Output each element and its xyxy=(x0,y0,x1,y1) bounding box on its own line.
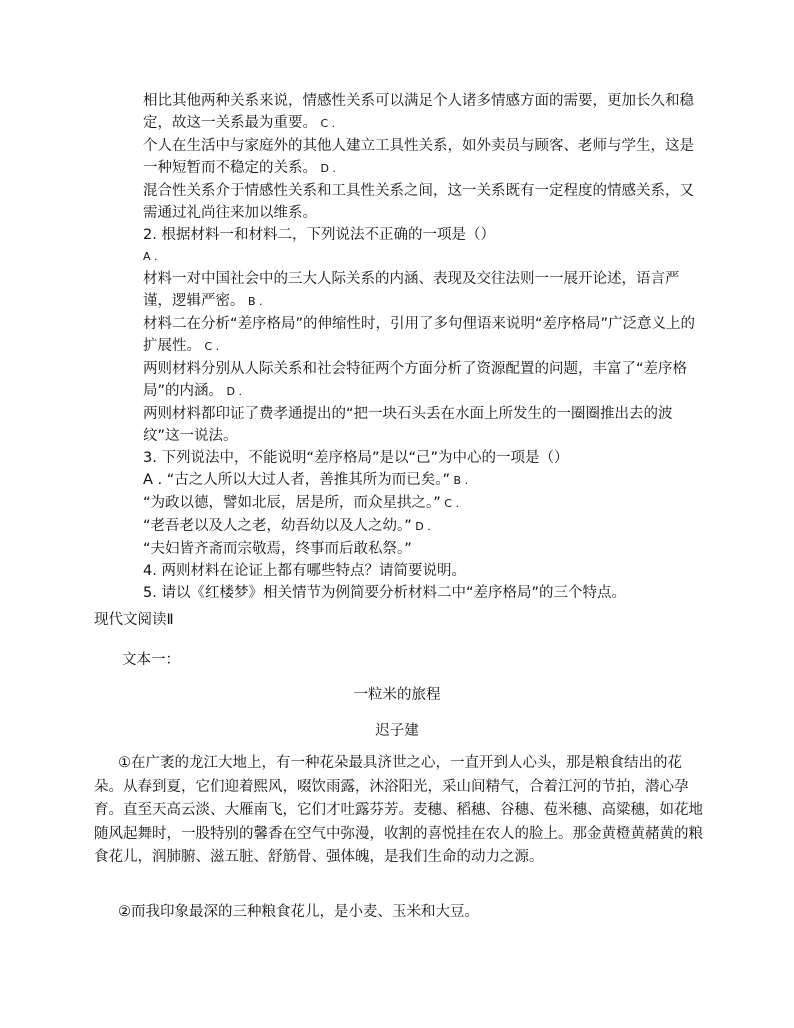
question-1-options xyxy=(143,90,703,604)
option-mark: C . xyxy=(317,117,336,130)
option-paragraph xyxy=(143,268,703,313)
option-text: 相比其他两种关系来说，情感性关系可以满足个人诸多情感方面的需要，更加长久和稳定，故这一关系最为重要。 xyxy=(143,93,694,131)
option-text: “为政以德，譬如北辰，居是所，而众星拱之。” xyxy=(143,495,441,511)
option-paragraph: 两则材料都印证了费孝通提出的“把一块石头丢在水面上所发生的一圈圈推出去的波纹”这一说法。 xyxy=(143,406,673,444)
option-paragraph: 混合性关系介于情感性关系和工具性关系之间，这一关系既有一定程度的情感关系，又需通过礼尚往来加以维系。 xyxy=(143,183,694,221)
text-label: 文本一： xyxy=(122,652,180,668)
essay-paragraph-1: ①在广袤的龙江大地上，有一种花朵最具济世之心，一直开到人心头，那是粮食结出的花朵。从春到夏，它们迎着熙风，啜饮雨露，沐浴阳光，采山间精气，合着江河的节拍，潜心孕育。直至天高云淡、大雁南飞，它们才吐露芬芳。麦穗、稻穗、谷穗、苞米穗、高粱穗，如花地随风起舞时，一股特别的馨香在空气中弥漫，收割的喜悦挂在农人的脸上。那金黄橙黄赭黄的粮食花儿，润肺腑、滋五脏、舒筋骨、强体魄，是我们生命的动力之源。 xyxy=(94,755,703,865)
option-paragraph xyxy=(143,358,703,403)
option-paragraph xyxy=(143,90,703,135)
question-4: 4. 两则材料在论证上都有哪些特点？请简要说明。 xyxy=(143,563,466,579)
option-mark: D . xyxy=(317,162,336,175)
option-mark: D . xyxy=(223,385,242,398)
option-paragraph: “夫妇皆齐斋而宗敬焉，终事而后敢私祭。” xyxy=(143,541,412,557)
question-5: 5. 请以《红楼梦》相关情节为例简要分析材料二中“差序格局”的三个特点。 xyxy=(143,585,626,601)
option-text: 个人在生活中与家庭外的其他人建立工具性关系，如外卖员与顾客、老师与学生，这是一种短暂而不稳定的关系。 xyxy=(143,138,694,176)
section-title: 现代文阅读Ⅱ xyxy=(94,612,174,628)
option-paragraph xyxy=(143,469,703,492)
option-text: “老吾老以及人之老，幼吾幼以及人之幼。” xyxy=(143,518,412,534)
option-paragraph xyxy=(143,135,703,180)
essay-paragraph-2: ②而我印象最深的三种粮食花儿，是小麦、玉米和大豆。 xyxy=(118,904,479,920)
option-mark: C . xyxy=(201,340,220,353)
essay-title: 一粒米的旅程 xyxy=(353,687,441,703)
option-text: 两则材料分别从人际关系和社会特征两个方面分析了资源配置的问题，丰富了“差序格局”的内涵。 xyxy=(143,361,688,399)
option-mark: B . xyxy=(244,295,263,308)
option-text: 材料一对中国社会中的三大人际关系的内涵、表现及交往法则一一展开论述，语言严谨，逻辑严密。 xyxy=(143,271,680,309)
question-3-stem: 3. 下列说法中，不能说明“差序格局”是以“己”为中心的一项是（） xyxy=(143,450,569,466)
option-paragraph xyxy=(143,515,703,538)
question-2-stem: 2. 根据材料一和材料二，下列说法不正确的一项是（） xyxy=(143,227,495,243)
option-paragraph xyxy=(143,313,703,358)
essay-author: 迟子建 xyxy=(375,723,419,739)
option-mark: D . xyxy=(411,520,431,533)
option-mark: A . xyxy=(143,250,158,263)
option-text: A . “古之人所以大过人者，善推其所为而已矣。” xyxy=(143,472,451,488)
option-mark: B . xyxy=(450,474,469,487)
option-paragraph xyxy=(143,492,703,515)
option-text: 材料二在分析“差序格局”的伸缩性时，引用了多句俚语来说明“差序格局”广泛意义上的扩展性。 xyxy=(143,316,696,354)
option-mark: C . xyxy=(440,497,459,510)
